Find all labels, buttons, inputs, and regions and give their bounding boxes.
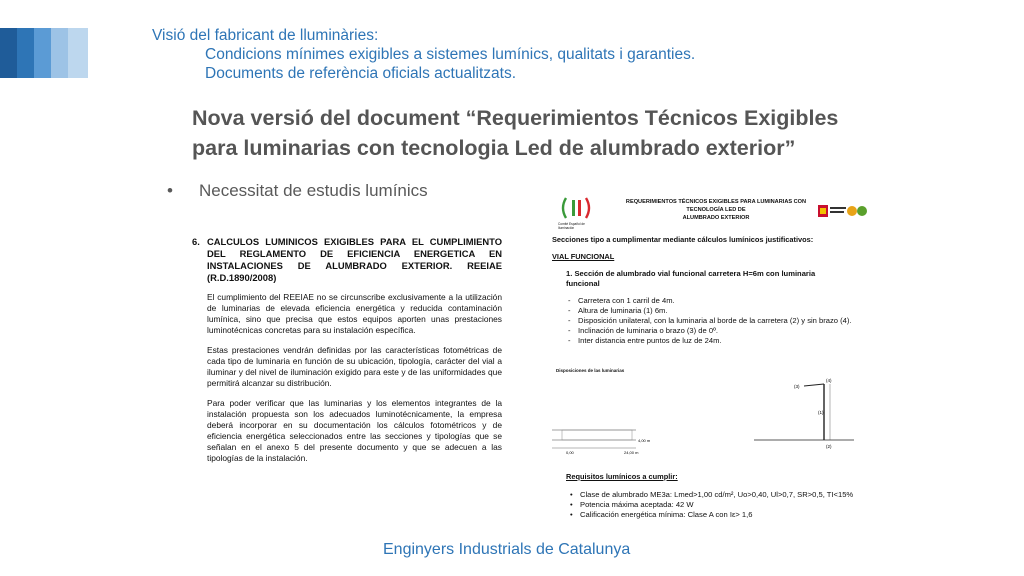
requirements-heading: Requisitos lumínicos a cumplir: bbox=[566, 472, 678, 481]
bar-light bbox=[51, 28, 68, 78]
requirements-list bbox=[580, 490, 860, 520]
list-item: • Calificación energética mínima: Clase A con Iε> 1,6 bbox=[580, 510, 860, 520]
list-item: - Inclinación de luminaria o brazo (3) de 0º. bbox=[578, 326, 858, 336]
excerpt-heading-text: CALCULOS LUMINICOS EXIGIBLES PARA EL CUMPLIMIENTO DEL REGLAMENTO DE EFICIENCIA ENERGETICA EN INSTALACIONES DE ALUMBRADO EXTERIOR. REEIAE (R.D.1890/2008) bbox=[207, 236, 502, 283]
diagram-label-2: (2) bbox=[826, 444, 832, 449]
list-item: - Carretera con 1 carril de 4m. bbox=[578, 296, 858, 306]
bar-blue bbox=[17, 28, 34, 78]
diagram-label-1: (1) bbox=[818, 410, 824, 415]
excerpt-paragraph-3: Para poder verificar que las luminarias y los elementos integrantes de la instalación propuesta son los adecuados luminotécnicamente, la empresa deberá incorporar en su documentación los cálculos fotométricos y de eficiencia energética seleccionados entre las secciones y tipologías que se señalan en el anexo 5 del presente documento y que se adecuen a las tipologías de la instalación. bbox=[207, 398, 502, 463]
excerpt-title-line-1: REQUERIMIENTOS TÉCNICOS EXIGIBLES PARA LUMINARIAS CON TECNOLOGÍA LED DE bbox=[625, 199, 807, 213]
bullet-text: Necessitat de estudis lumínics bbox=[199, 181, 428, 200]
excerpt-paragraph-2: Estas prestaciones vendrán definidas por las características fotométricas de cada tipo de luminaria en función de su ubicación, tipología, carácter del vial a iluminar y del nivel de iluminación exigido para este y de las uniformidades que permitirá alcanzar su distribución. bbox=[207, 345, 502, 388]
diagram-label-3: (3) bbox=[794, 384, 800, 389]
cei-logo-icon bbox=[558, 196, 598, 220]
excerpt-heading-number: 6. bbox=[192, 236, 200, 247]
list-item: - Disposición unilateral, con la luminaria al borde de la carretera (2) y sin brazo (4). bbox=[578, 316, 858, 326]
vial-funcional-heading: VIAL FUNCIONAL bbox=[552, 252, 615, 261]
list-item: • Clase de alumbrado ME3a: Lmed>1,00 cd/m², Uo>0,40, Ul>0,7, SR>0,5, TI<15% bbox=[580, 490, 860, 500]
slide-title bbox=[192, 103, 872, 163]
list-item: • Potencia máxima aceptada: 42 W bbox=[580, 500, 860, 510]
header-line-2: Condicions mínimes exigibles a sistemes lumínics, qualitats i garanties. bbox=[205, 46, 696, 63]
footer-text: Enginyers Industrials de Catalunya bbox=[383, 541, 631, 558]
decorative-color-bars bbox=[0, 28, 88, 78]
header-block bbox=[152, 26, 695, 83]
cei-logo-caption: Comité Español de Iluminación bbox=[558, 222, 585, 230]
section-1-list bbox=[578, 296, 858, 346]
title-line-1: Nova versió del document “Requerimientos Técnicos Exigibles bbox=[192, 106, 839, 130]
document-excerpt-right bbox=[550, 186, 870, 530]
dim-bottom-right-label: 24,00 m bbox=[624, 450, 639, 455]
road-layout-diagram bbox=[552, 418, 672, 458]
bar-lighter bbox=[68, 28, 88, 78]
list-item: - Inter distancia entre puntos de luz de 24m. bbox=[578, 336, 858, 346]
list-item: - Altura de luminaria (1) 6m. bbox=[578, 306, 858, 316]
bullet-item bbox=[167, 181, 428, 201]
excerpt-title-line-2: ALUMBRADO EXTERIOR bbox=[682, 215, 750, 221]
excerpt-paragraph-1: El cumplimiento del REEIAE no se circunscribe exclusivamente a la utilización de luminarias de elevada eficiencia energética y reducida contaminación lumínica, sino que precisa que estos equipos aporten unas prestaciones luminotécnicas concretas para su instalación específica. bbox=[207, 292, 502, 335]
sections-heading: Secciones tipo a cumplimentar mediante cálculos lumínicos justificativos: bbox=[552, 235, 814, 244]
title-line-2: para luminarias con tecnologia Led de alumbrado exterior” bbox=[192, 136, 796, 160]
header-line-3: Documents de referència oficials actualitzats. bbox=[205, 65, 517, 82]
bar-dark bbox=[0, 28, 17, 78]
government-logos-icon bbox=[818, 204, 868, 218]
dim-bottom-left-label: 0,00 bbox=[566, 450, 574, 455]
document-excerpt-left bbox=[192, 236, 502, 491]
bar-mid bbox=[34, 28, 51, 78]
bullet-mark: • bbox=[167, 181, 173, 200]
header-line-1: Visió del fabricant de lluminàries: bbox=[152, 27, 379, 44]
pole-elevation-diagram bbox=[754, 374, 864, 454]
section-1-heading: 1. Sección de alumbrado vial funcional carretera H=6m con luminaria funcional bbox=[566, 269, 816, 288]
cei-logo bbox=[558, 196, 598, 230]
excerpt-title bbox=[618, 198, 814, 222]
excerpt-heading bbox=[192, 236, 502, 284]
diagram-label-4: (4) bbox=[826, 378, 832, 383]
disposition-caption: Disposiciones de las luminarias bbox=[556, 368, 625, 373]
dim-right-label: 4,00 m bbox=[638, 438, 651, 443]
